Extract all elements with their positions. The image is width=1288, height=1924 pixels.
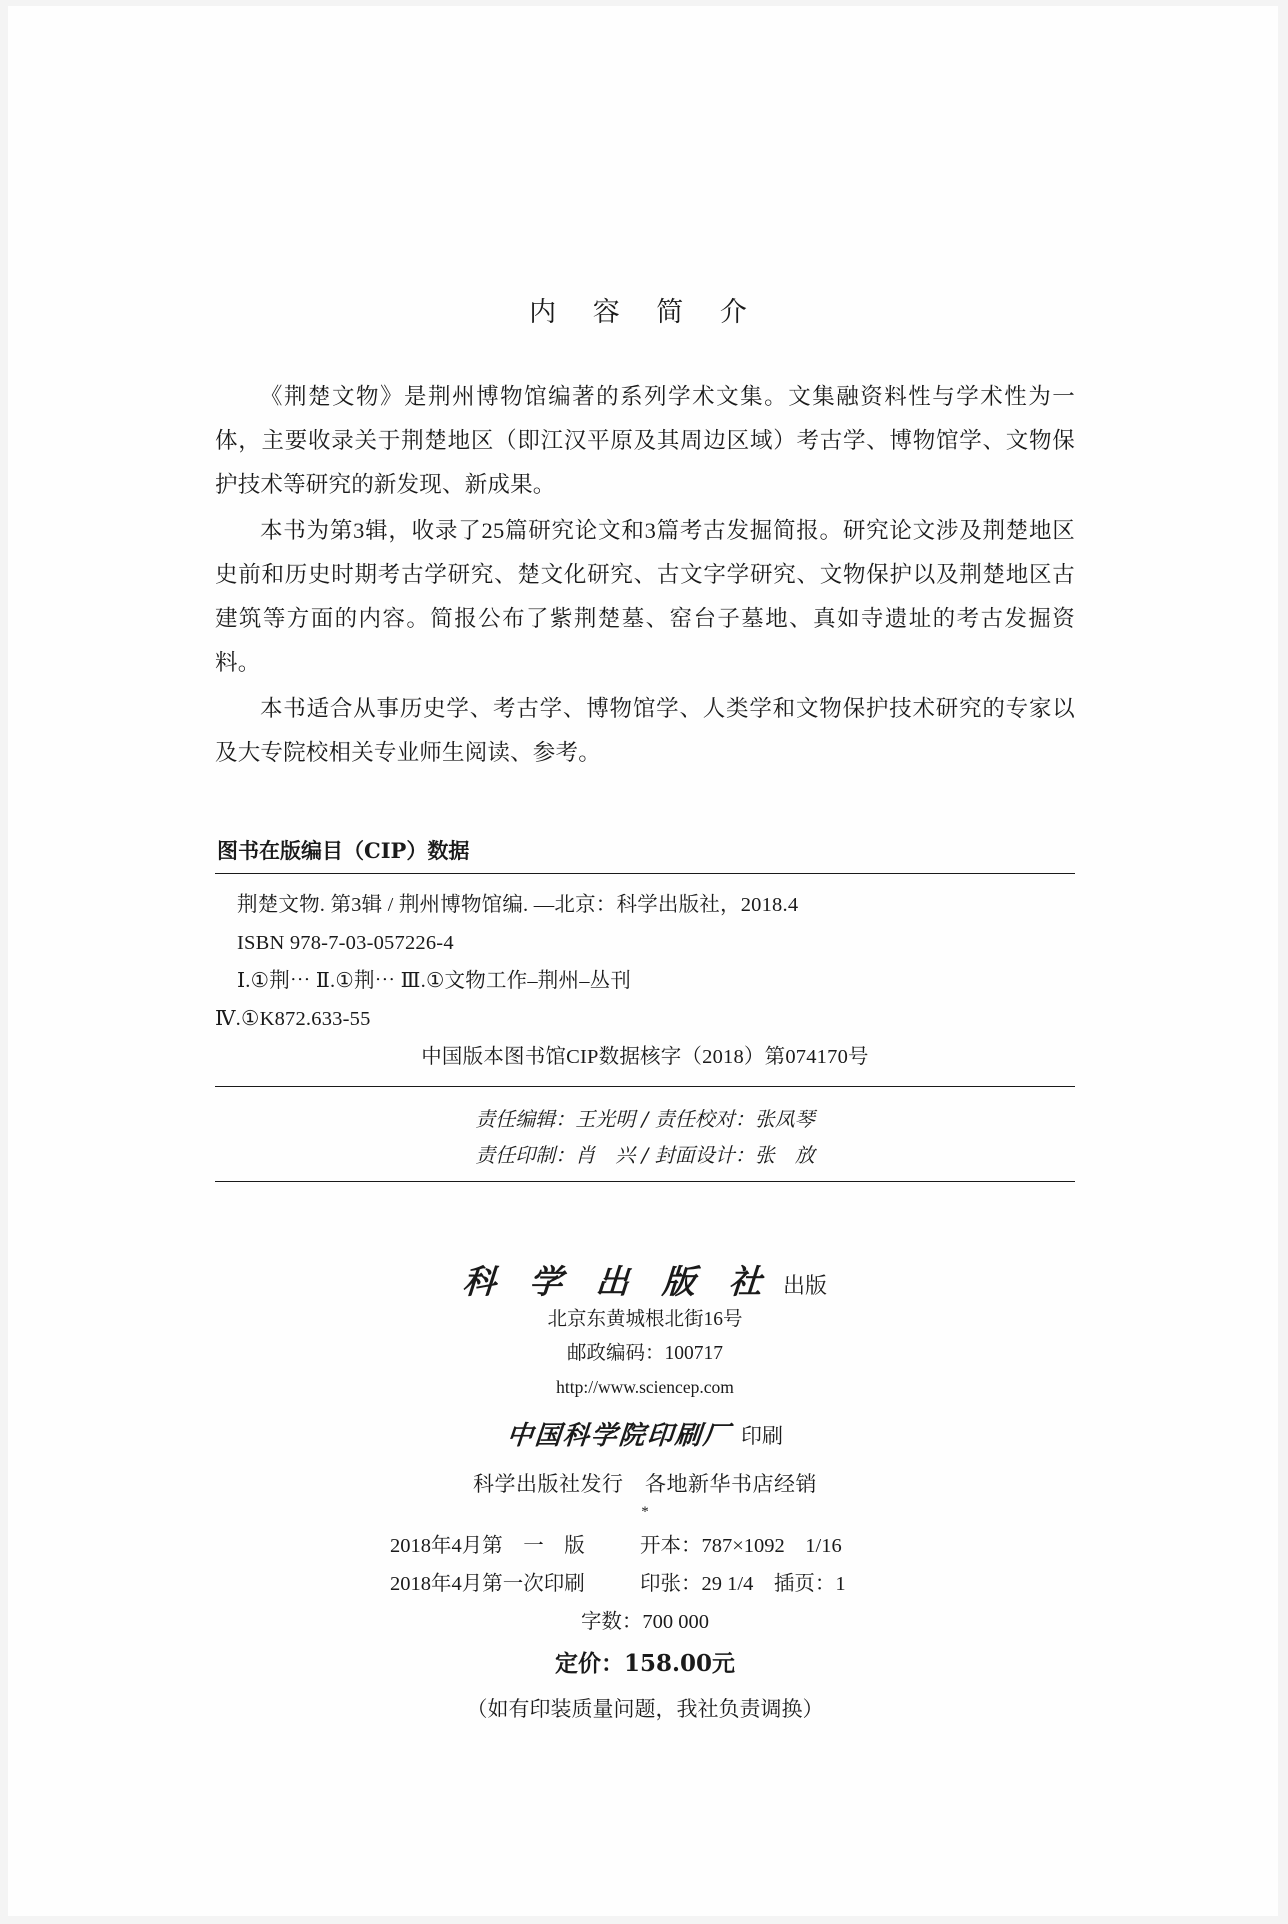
page-edge-top [0,0,1288,6]
spec-row [215,1527,1075,1565]
page-content [215,290,1075,1729]
printer-row [215,1415,1075,1452]
credits-rule-bottom [215,1181,1075,1182]
page-title: 内 容 简 介 [529,297,761,328]
credit-printing-cover: 责任印制：肖 兴 / 封面设计：张 放 [475,1143,815,1167]
spec-printing: 2018年4月第一次印刷 [390,1573,585,1595]
publisher-logo-row [215,1256,1075,1303]
spec-format: 开本：787×1092 1/16 [640,1535,842,1557]
cip-line-classification: Ⅰ.①荆⋯ Ⅱ.①荆⋯ Ⅲ.①文物工作–荆州–丛刊 [237,970,632,992]
intro-paragraph-3: 本书适合从事历史学、考古学、博物馆学、人类学和文物保护技术研究的专家以及大专院校相关专业师生阅读、参考。 [215,696,1075,765]
page-edge-right [1278,0,1288,1924]
price-value: 158.00元 [623,1650,736,1677]
publisher-logo-suffix: 出版 [782,1273,827,1298]
publisher-address: 北京东黄城根北街16号 [547,1309,743,1330]
quality-note: （如有印装质量问题，我社负责调换） [466,1697,824,1721]
price-line [215,1643,1075,1685]
spec-edition: 2018年4月第 一 版 [390,1535,585,1557]
credits-block [215,1087,1075,1181]
publisher-block [215,1256,1075,1729]
separator-asterisk: * [641,1504,649,1520]
cip-verification-line: 中国版本图书馆CIP数据核字（2018）第074170号 [421,1046,869,1068]
page-edge-left [0,0,8,1924]
cip-block [215,835,1075,1182]
page-edge-bottom [0,1916,1288,1924]
publisher-logo: 科 学 出 版 社 [461,1262,775,1301]
cip-body [215,874,1075,1086]
cip-line-call-number: Ⅳ.①K872.633-55 [215,1008,371,1030]
distribution-line: 科学出版社发行 各地新华书店经销 [473,1472,817,1496]
specs-block [215,1527,1075,1729]
printer-name: 中国科学院印刷厂 [505,1421,733,1451]
price-label: 定价： [554,1651,624,1676]
intro-paragraph-1: 《荆楚文物》是荆州博物馆编著的系列学术文集。文集融资料性与学术性为一体，主要收录关于荆楚地区（即江汉平原及其周边区域）考古学、博物馆学、文物保护技术等研究的新发现、新成果。 [215,384,1075,497]
spec-row [215,1565,1075,1603]
cip-line-title: 荆楚文物. 第3辑 / 荆州博物馆编. —北京：科学出版社，2018.4 [237,894,799,916]
publisher-postcode: 邮政编码：100717 [566,1343,723,1364]
cip-heading: 图书在版编目（CIP）数据 [217,838,470,863]
publisher-url: http://www.sciencep.com [556,1377,734,1397]
cip-line-isbn: ISBN 978-7-03-057226-4 [237,932,454,954]
spec-wordcount: 字数：700 000 [580,1611,710,1633]
intro-paragraph-2: 本书为第3辑，收录了25篇研究论文和3篇考古发掘简报。研究论文涉及荆楚地区史前和历史时期考古学研究、楚文化研究、古文字学研究、文物保护以及荆楚地区古建筑等方面的内容。简报公布了紫荆楚墓、窑台子墓地、真如寺遗址的考古发掘资料。 [215,518,1075,675]
credit-editor-proofreader: 责任编辑：王光明 / 责任校对：张凤琴 [475,1107,815,1131]
spec-sheets: 印张：29 1/4 插页：1 [640,1573,846,1595]
printer-suffix: 印刷 [741,1424,783,1448]
